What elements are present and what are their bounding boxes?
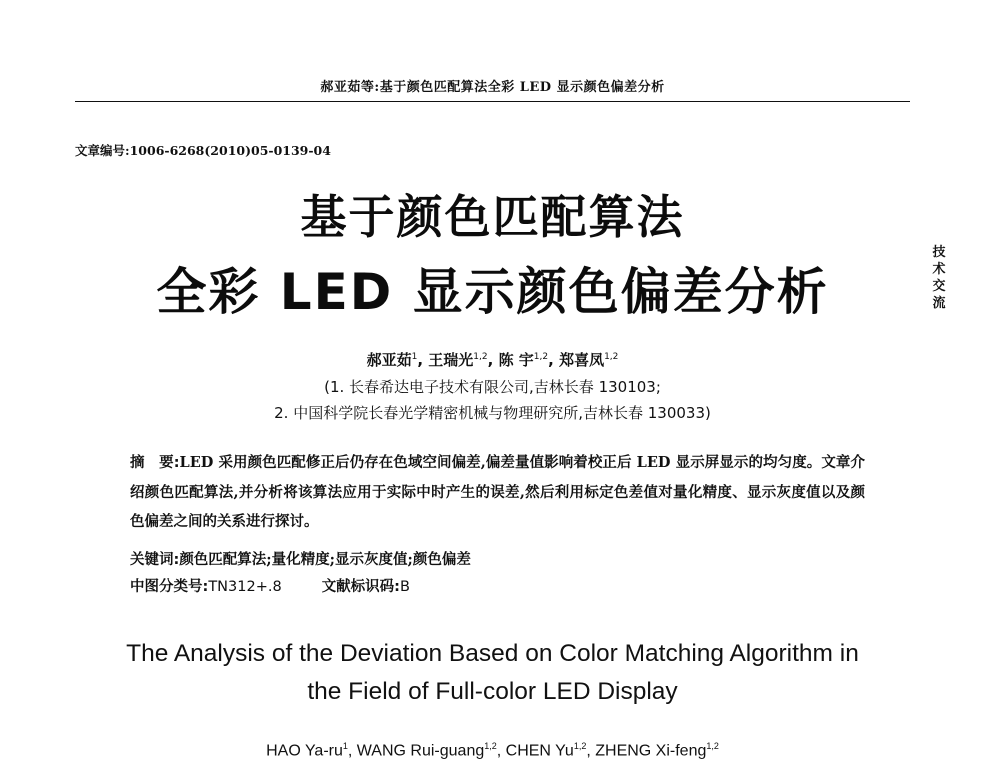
doc-code-value: B xyxy=(400,579,410,595)
running-head: 郝亚茹等:基于颜色匹配算法全彩 LED 显示颜色偏差分析 xyxy=(320,80,665,95)
title-zh-line2: 全彩 LED 显示颜色偏差分析 xyxy=(156,263,829,321)
keywords xyxy=(130,548,471,569)
author-name: 王瑞光 xyxy=(428,351,474,369)
abstract xyxy=(130,448,865,536)
author-en-name: ZHENG Xi-feng xyxy=(595,742,707,760)
title-en-line2: the Field of Full-color LED Display xyxy=(307,678,678,705)
authors-en xyxy=(100,741,885,760)
side-tag-char: 技 xyxy=(932,245,946,260)
title-en-line1: The Analysis of the Deviation Based on Color Matching Algorithm in xyxy=(126,640,859,667)
keywords-text: 颜色匹配算法;量化精度;显示灰度值;颜色偏差 xyxy=(179,551,471,568)
author-en-name: HAO Ya-ru xyxy=(266,742,343,760)
author-en-name: WANG Rui-guang xyxy=(356,742,485,760)
author-name: 郑喜凤 xyxy=(559,351,605,369)
author-name: 陈 宇 xyxy=(498,351,534,369)
author-sep: , xyxy=(487,351,494,369)
classification xyxy=(130,575,410,596)
author-en-sep: , xyxy=(347,742,357,760)
side-tag-char: 交 xyxy=(932,279,946,294)
author-affil-sup: 1,2 xyxy=(533,352,549,362)
clc-value: TN312+.8 xyxy=(208,579,282,595)
affiliation-line2: 2. 中国科学院长春光学精密机械与物理研究所,吉林长春 130033) xyxy=(274,404,711,422)
article-number: 文章编号:1006-6268(2010)05-0139-04 xyxy=(75,143,331,158)
author-en-name: CHEN Yu xyxy=(505,742,574,760)
author-en-sup: 1 xyxy=(342,741,348,751)
clc-label: 中图分类号: xyxy=(130,579,209,595)
author-affil-sup: 1,2 xyxy=(604,352,619,362)
header-rule xyxy=(75,101,910,102)
author-sep: , xyxy=(417,351,424,369)
author-affil-sup: 1,2 xyxy=(473,352,488,362)
author-sep: , xyxy=(548,351,554,369)
keywords-label: 关键词: xyxy=(130,552,180,568)
author-en-sup: 1,2 xyxy=(706,741,719,751)
side-section-tag xyxy=(930,244,948,312)
author-en-sup: 1,2 xyxy=(573,741,587,751)
abstract-label: 摘 要: xyxy=(130,455,180,471)
doc-code-label: 文献标识码: xyxy=(321,579,400,595)
abstract-text: LED 采用颜色匹配修正后仍存在色域空间偏差,偏差量值影响着校正后 LED 显示屏显示的均匀度。文章介绍颜色匹配算法,并分析将该算法应用于实际中时产生的误差,然后利用标定色差值对量化精度、显示灰度值以及颜色偏差之间的关系进行探讨。 xyxy=(130,454,865,530)
title-zh-line1: 基于颜色匹配算法 xyxy=(300,190,685,244)
author-en-sep: , xyxy=(496,742,506,760)
side-tag-char: 术 xyxy=(932,262,946,277)
affiliation-line1: (1. 长春希达电子技术有限公司,吉林长春 130103; xyxy=(324,378,661,396)
author-en-sup: 1,2 xyxy=(484,741,497,751)
author-name: 郝亚茹 xyxy=(366,351,412,369)
authors-zh xyxy=(100,349,885,370)
author-affil-sup: 1 xyxy=(411,352,418,362)
side-tag-char: 流 xyxy=(932,296,946,311)
author-en-sep: , xyxy=(586,742,596,760)
